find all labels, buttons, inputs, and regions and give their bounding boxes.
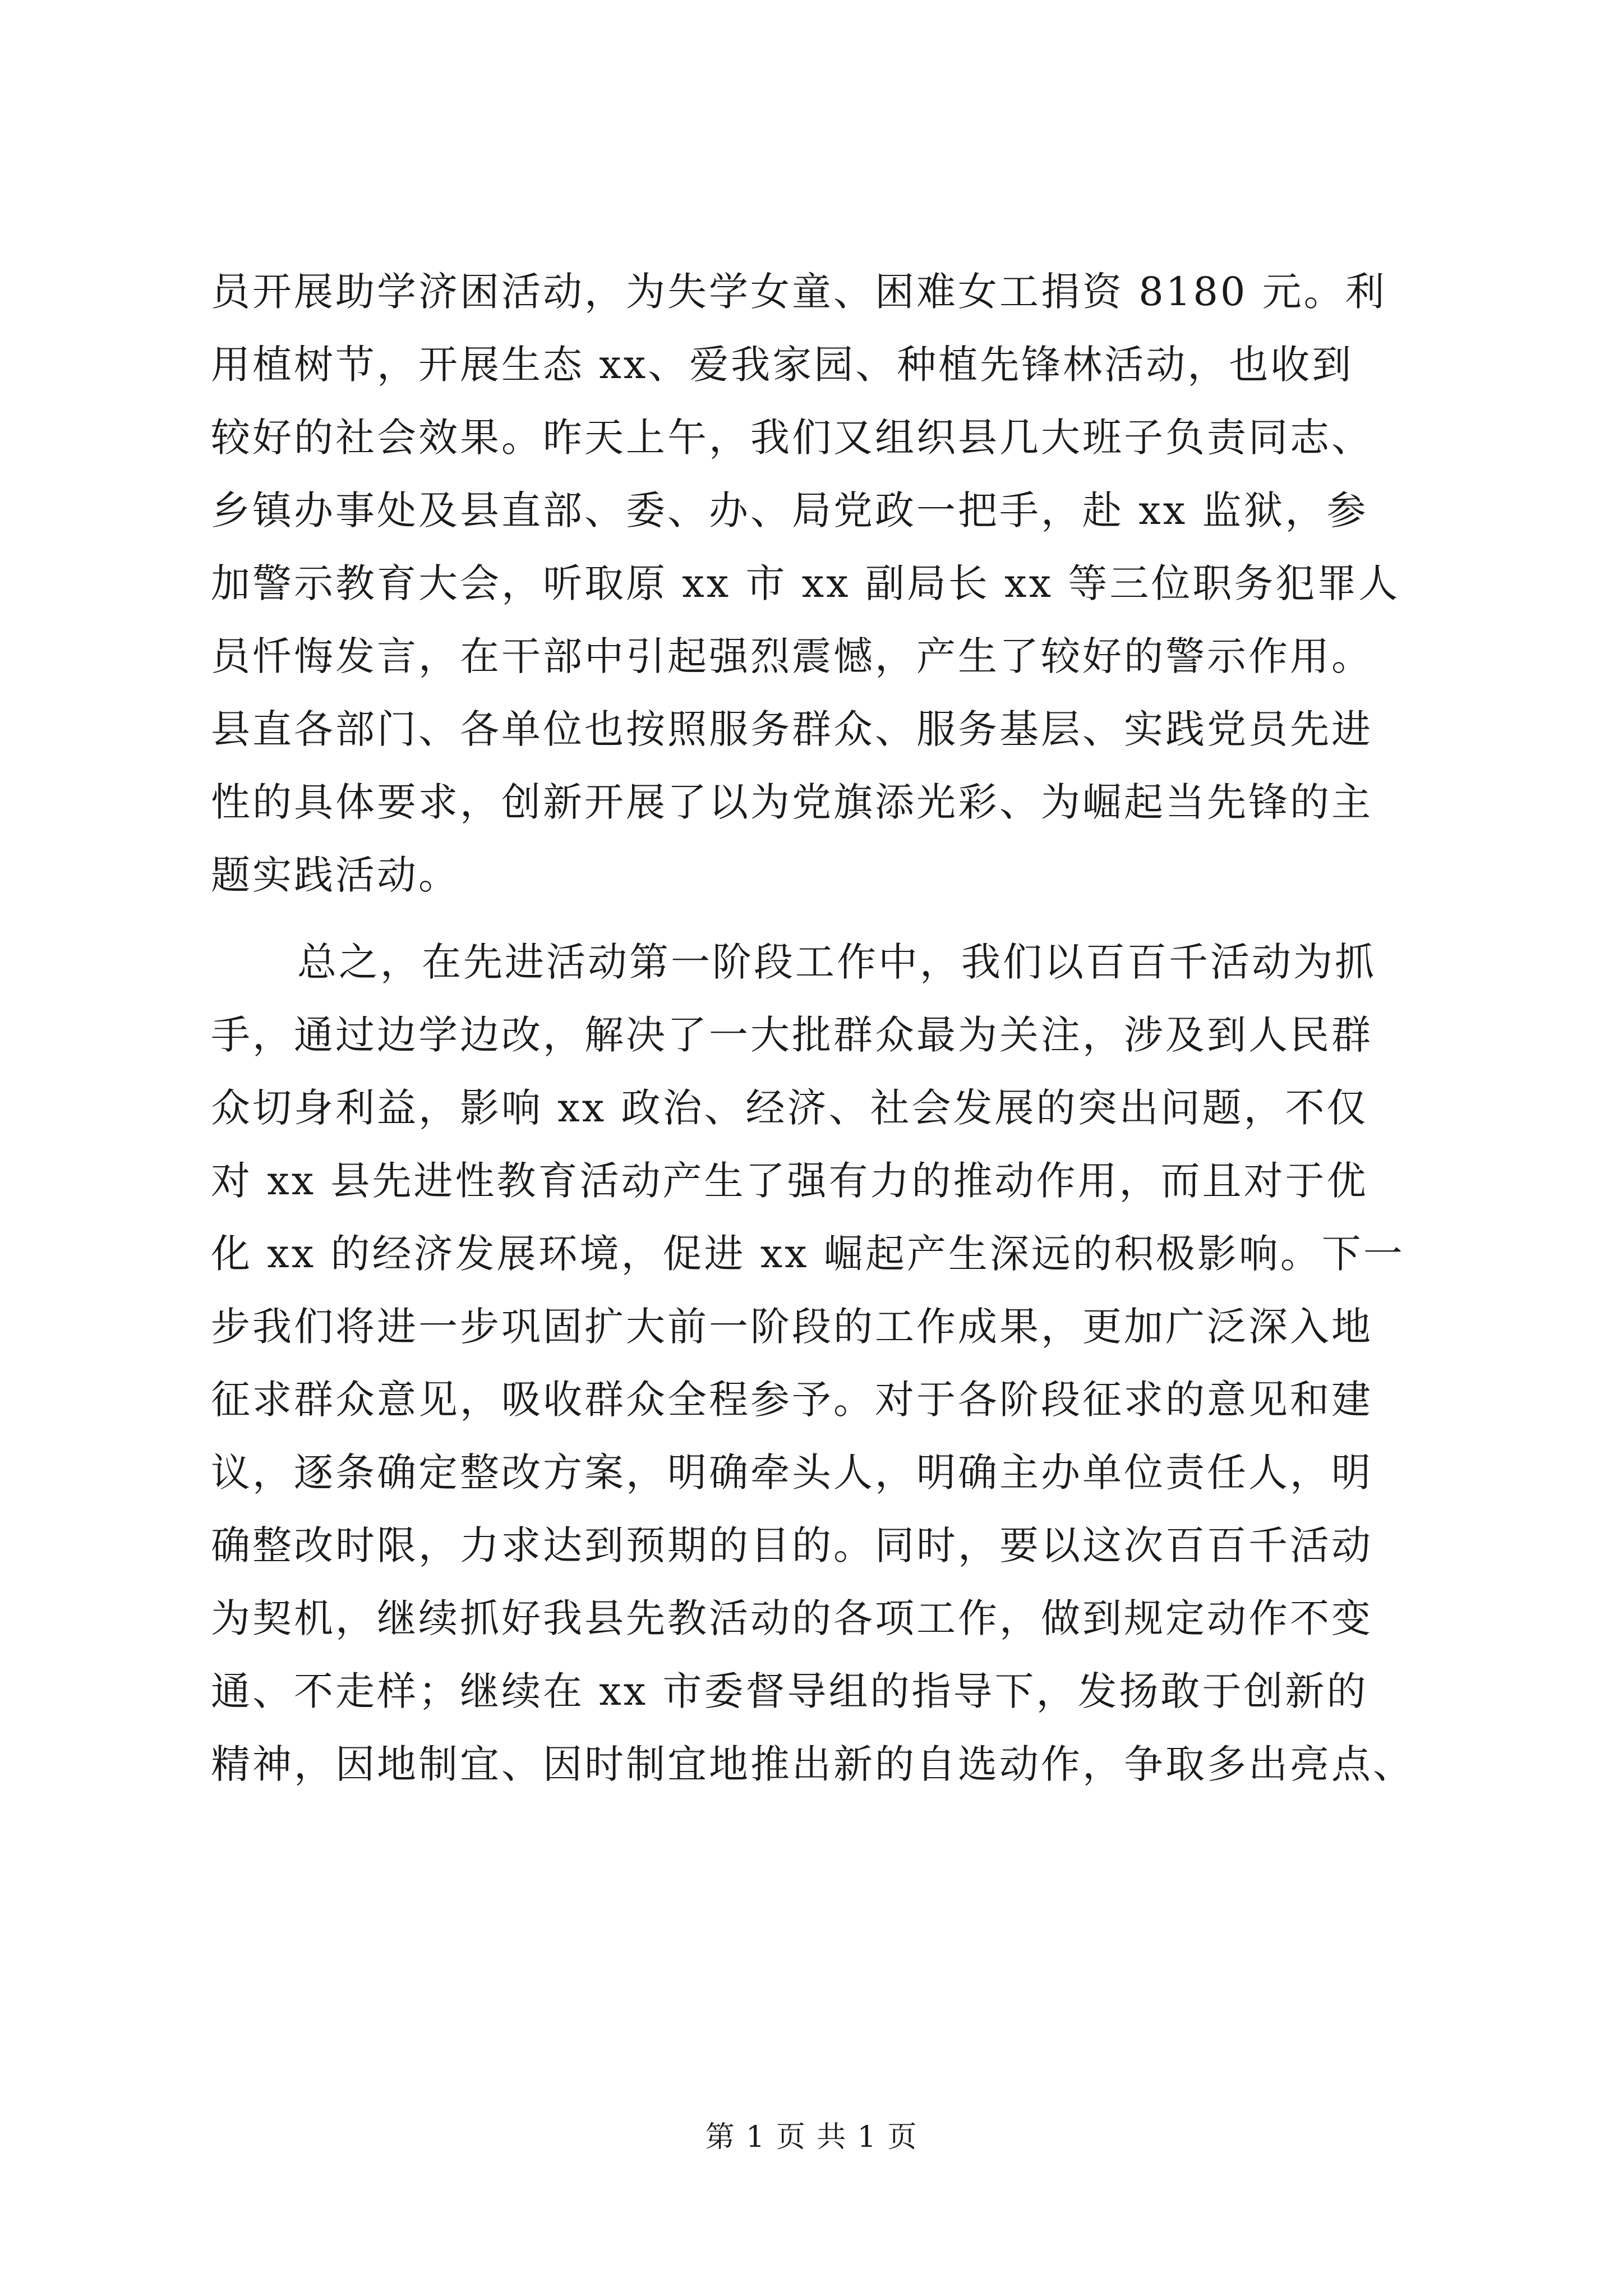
text-line: 征求群众意见，吸收群众全程参予。对于各阶段征求的意见和建: [211, 1377, 1373, 1423]
text-line: 员忏悔发言，在干部中引起强烈震憾，产生了较好的警示作用。: [211, 633, 1373, 679]
text-line: 众切身利益，影响 xx 政治、经济、社会发展的突出问题，不仅: [211, 1085, 1368, 1131]
paragraph-first-line: 总之，在先进活动第一阶段工作中，我们以百百千活动为抓: [297, 939, 1376, 985]
text-line: 乡镇办事处及县直部、委、办、局党政一把手，赴 xx 监狱，参: [211, 487, 1368, 533]
text-line: 较好的社会效果。昨天上午，我们又组织县几大班子负责同志、: [211, 415, 1373, 461]
text-line: 为契机，继续抓好我县先教活动的各项工作，做到规定动作不变: [211, 1595, 1373, 1641]
text-line: 化 xx 的经济发展环境，促进 xx 崛起产生深远的积极影响。下一: [211, 1231, 1405, 1277]
text-line: 员开展助学济困活动，为失学女童、困难女工捐资 8180 元。利: [211, 269, 1387, 315]
text-line: 议，逐条确定整改方案，明确牵头人，明确主办单位责任人，明: [211, 1450, 1373, 1496]
text-line: 确整改时限，力求达到预期的目的。同时，要以这次百百千活动: [211, 1522, 1373, 1568]
text-line: 通、不走样；继续在 xx 市委督导组的指导下，发扬敢于创新的: [211, 1668, 1368, 1714]
page-number-footer: 第 1 页 共 1 页: [705, 2120, 918, 2154]
text-line: 题实践活动。: [211, 852, 460, 898]
text-line: 加警示教育大会，听取原 xx 市 xx 副局长 xx 等三位职务犯罪人: [211, 560, 1400, 606]
text-line: 性的具体要求，创新开展了以为党旗添光彩、为崛起当先锋的主: [211, 779, 1373, 825]
text-line: 用植树节，开展生态 xx、爱我家园、种植先锋林活动，也收到: [211, 342, 1354, 388]
text-line: 县直各部门、各单位也按照服务群众、服务基层、实践党员先进: [211, 706, 1373, 752]
text-line: 步我们将进一步巩固扩大前一阶段的工作成果，更加广泛深入地: [211, 1304, 1373, 1350]
text-line: 精神，因地制宜、因时制宜地推出新的自选动作，争取多出亮点、: [211, 1741, 1414, 1787]
text-line: 对 xx 县先进性教育活动产生了强有力的推动作用，而且对于优: [211, 1158, 1368, 1204]
text-line: 手，通过边学边改，解决了一大批群众最为关注，涉及到人民群: [211, 1012, 1373, 1058]
